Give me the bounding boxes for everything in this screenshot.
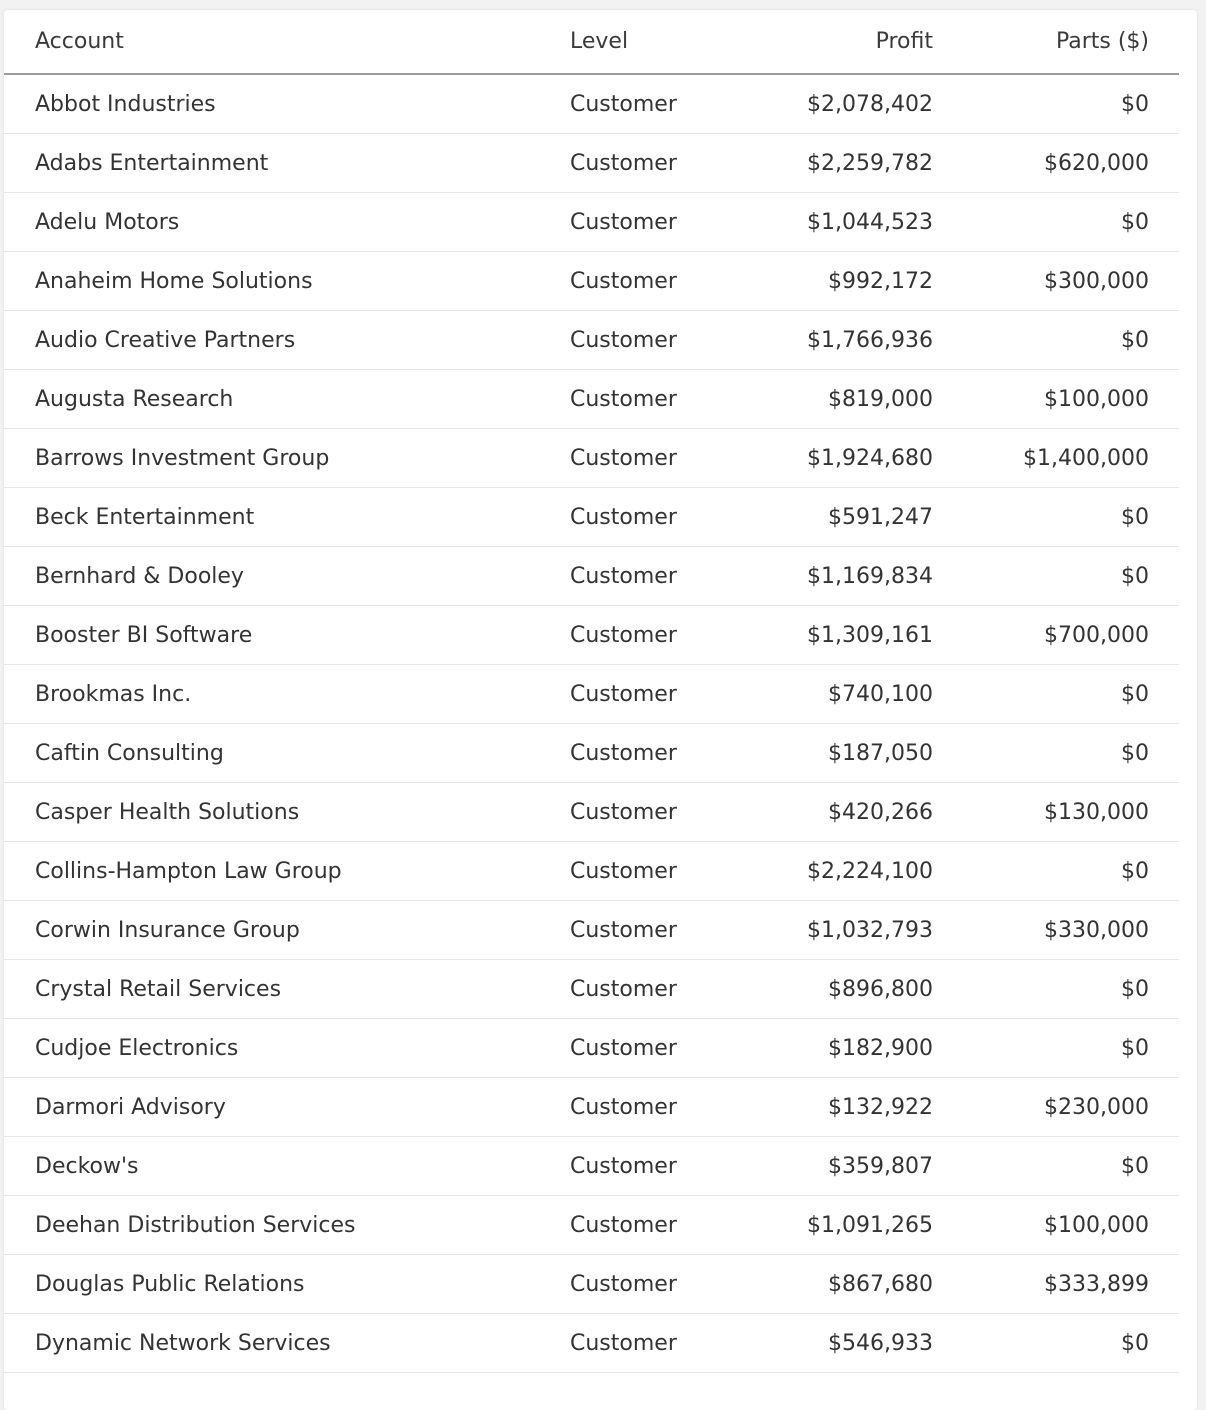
cell-level: Customer — [539, 74, 744, 134]
cell-account: Anaheim Home Solutions — [4, 252, 539, 311]
cell-profit: $1,044,523 — [744, 193, 933, 252]
cell-level: Customer — [539, 429, 744, 488]
cell-account: Audio Creative Partners — [4, 311, 539, 370]
cell-level: Customer — [539, 724, 744, 783]
cell-level: Customer — [539, 960, 744, 1019]
cell-profit: $182,900 — [744, 1019, 933, 1078]
cell-parts: $0 — [933, 488, 1179, 547]
cell-level: Customer — [539, 193, 744, 252]
cell-parts: $100,000 — [933, 370, 1179, 429]
cell-account: Beck Entertainment — [4, 488, 539, 547]
cell-account: Deehan Distribution Services — [4, 1196, 539, 1255]
table-row[interactable] — [4, 842, 1179, 901]
table-row[interactable] — [4, 547, 1179, 606]
cell-parts: $0 — [933, 547, 1179, 606]
cell-account: Bernhard & Dooley — [4, 547, 539, 606]
cell-account: Brookmas Inc. — [4, 665, 539, 724]
table-row[interactable] — [4, 429, 1179, 488]
cell-profit: $420,266 — [744, 783, 933, 842]
table-row[interactable] — [4, 193, 1179, 252]
cell-profit: $187,050 — [744, 724, 933, 783]
cell-account: Crystal Retail Services — [4, 960, 539, 1019]
cell-parts: $230,000 — [933, 1078, 1179, 1137]
cell-level: Customer — [539, 252, 744, 311]
cell-parts: $100,000 — [933, 1196, 1179, 1255]
cell-parts: $700,000 — [933, 606, 1179, 665]
cell-parts: $0 — [933, 842, 1179, 901]
cell-account: Corwin Insurance Group — [4, 901, 539, 960]
cell-profit: $2,259,782 — [744, 134, 933, 193]
cell-account: Darmori Advisory — [4, 1078, 539, 1137]
accounts-table — [4, 10, 1179, 1373]
cell-level: Customer — [539, 1137, 744, 1196]
cell-level: Customer — [539, 606, 744, 665]
cell-parts: $0 — [933, 1019, 1179, 1078]
cell-level: Customer — [539, 134, 744, 193]
table-row[interactable] — [4, 252, 1179, 311]
table-row[interactable] — [4, 1196, 1179, 1255]
cell-parts: $330,000 — [933, 901, 1179, 960]
column-header-profit[interactable]: Profit — [744, 10, 933, 74]
cell-parts: $0 — [933, 724, 1179, 783]
cell-level: Customer — [539, 1314, 744, 1373]
cell-level: Customer — [539, 783, 744, 842]
column-header-account[interactable]: Account — [4, 10, 539, 74]
header-row — [4, 10, 1179, 74]
table-row[interactable] — [4, 1255, 1179, 1314]
cell-profit: $1,924,680 — [744, 429, 933, 488]
cell-profit: $546,933 — [744, 1314, 933, 1373]
accounts-table-card — [4, 10, 1197, 1410]
table-row[interactable] — [4, 1019, 1179, 1078]
cell-profit: $359,807 — [744, 1137, 933, 1196]
cell-profit: $591,247 — [744, 488, 933, 547]
table-row[interactable] — [4, 370, 1179, 429]
cell-profit: $992,172 — [744, 252, 933, 311]
cell-account: Dynamic Network Services — [4, 1314, 539, 1373]
cell-parts: $0 — [933, 311, 1179, 370]
cell-parts: $130,000 — [933, 783, 1179, 842]
cell-parts: $0 — [933, 74, 1179, 134]
cell-parts: $0 — [933, 960, 1179, 1019]
cell-account: Barrows Investment Group — [4, 429, 539, 488]
cell-profit: $1,309,161 — [744, 606, 933, 665]
table-row[interactable] — [4, 74, 1179, 134]
cell-account: Adelu Motors — [4, 193, 539, 252]
table-header — [4, 10, 1179, 74]
table-row[interactable] — [4, 134, 1179, 193]
cell-profit: $896,800 — [744, 960, 933, 1019]
cell-profit: $867,680 — [744, 1255, 933, 1314]
cell-parts: $0 — [933, 665, 1179, 724]
column-header-parts[interactable]: Parts ($) — [933, 10, 1179, 74]
cell-account: Douglas Public Relations — [4, 1255, 539, 1314]
cell-profit: $740,100 — [744, 665, 933, 724]
cell-parts: $620,000 — [933, 134, 1179, 193]
table-row[interactable] — [4, 488, 1179, 547]
cell-parts: $0 — [933, 193, 1179, 252]
cell-account: Caftin Consulting — [4, 724, 539, 783]
cell-profit: $2,224,100 — [744, 842, 933, 901]
table-row[interactable] — [4, 901, 1179, 960]
table-row[interactable] — [4, 1078, 1179, 1137]
cell-account: Augusta Research — [4, 370, 539, 429]
cell-level: Customer — [539, 488, 744, 547]
cell-level: Customer — [539, 1078, 744, 1137]
cell-parts: $0 — [933, 1314, 1179, 1373]
cell-level: Customer — [539, 842, 744, 901]
cell-profit: $132,922 — [744, 1078, 933, 1137]
table-row[interactable] — [4, 665, 1179, 724]
cell-profit: $1,032,793 — [744, 901, 933, 960]
cell-level: Customer — [539, 901, 744, 960]
cell-profit: $819,000 — [744, 370, 933, 429]
table-row[interactable] — [4, 606, 1179, 665]
cell-profit: $1,766,936 — [744, 311, 933, 370]
cell-account: Cudjoe Electronics — [4, 1019, 539, 1078]
cell-level: Customer — [539, 665, 744, 724]
table-row[interactable] — [4, 311, 1179, 370]
cell-parts: $333,899 — [933, 1255, 1179, 1314]
cell-level: Customer — [539, 1255, 744, 1314]
table-row[interactable] — [4, 960, 1179, 1019]
column-header-level[interactable]: Level — [539, 10, 744, 74]
table-body — [4, 74, 1179, 1373]
cell-parts: $300,000 — [933, 252, 1179, 311]
cell-account: Abbot Industries — [4, 74, 539, 134]
cell-account: Collins-Hampton Law Group — [4, 842, 539, 901]
cell-account: Casper Health Solutions — [4, 783, 539, 842]
cell-level: Customer — [539, 1196, 744, 1255]
cell-level: Customer — [539, 370, 744, 429]
cell-profit: $1,091,265 — [744, 1196, 933, 1255]
cell-profit: $2,078,402 — [744, 74, 933, 134]
cell-account: Adabs Entertainment — [4, 134, 539, 193]
cell-profit: $1,169,834 — [744, 547, 933, 606]
table-row[interactable] — [4, 1137, 1179, 1196]
cell-parts: $0 — [933, 1137, 1179, 1196]
cell-level: Customer — [539, 311, 744, 370]
cell-parts: $1,400,000 — [933, 429, 1179, 488]
table-row[interactable] — [4, 783, 1179, 842]
table-row[interactable] — [4, 724, 1179, 783]
table-row[interactable] — [4, 1314, 1179, 1373]
cell-level: Customer — [539, 1019, 744, 1078]
cell-level: Customer — [539, 547, 744, 606]
cell-account: Deckow's — [4, 1137, 539, 1196]
cell-account: Booster BI Software — [4, 606, 539, 665]
